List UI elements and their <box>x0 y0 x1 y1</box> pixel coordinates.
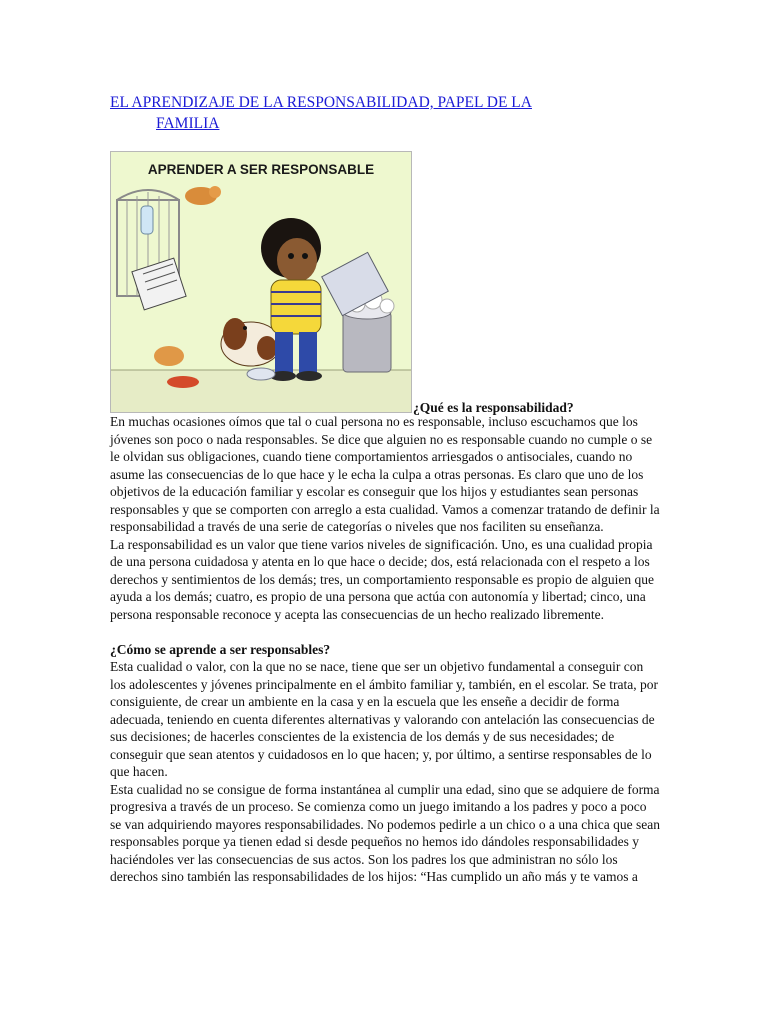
section-2-paragraph: Esta cualidad o valor, con la que no se nace, tiene que ser un objetivo fundamental a conseguir con los adolescentes y jóvenes principalmente en el ámbito familiar y, también, en el escolar. Se trata, por consiguiente, de crear un ambiente en la casa y en la escuela que les enseñe a decidir de forma adecuada, teniendo en cuenta diferentes alternativas y valorando con antelación las consecuencias de sus decisiones; de hacerles conscientes de la existencia de los demás y de sus necesidades; de conseguir que sean atentos y cuidadosos en lo que hacen; y, por último, a sentirse responsables de lo que hacen. <box>110 659 658 779</box>
section-1-heading: ¿Qué es la responsabilidad? <box>413 400 574 415</box>
child-with-pets-illustration <box>110 151 412 413</box>
document-title <box>110 92 660 134</box>
illustration-banner-text: APRENDER A SER RESPONSABLE <box>147 162 375 177</box>
title-link[interactable] <box>110 94 660 134</box>
figure-row <box>110 151 660 413</box>
spacer <box>110 623 660 641</box>
section-1-body <box>110 413 660 623</box>
section-1-paragraph: La responsabilidad es un valor que tiene varios niveles de significación. Uno, es una cualidad propia de una persona cuidadosa y atenta en lo que hace o decide; dos, está relacionada con el respeto a los derechos y sentimientos de los demás; tres, un comportamiento responsable es propio de alguien que ayuda a los demás; cuatro, es propio de una persona que actúa con autonomía y libertad; cinco, una persona responsable reconoce y acepta las consecuencias de un hecho realizado libremente. <box>110 536 654 622</box>
section-2-paragraph: Esta cualidad no se consigue de forma instantánea al cumplir una edad, sino que se adquiere de forma progresiva a través de un proceso. Se comienza como un juego imitando a los padres y poco a poco se van adquiriendo mayores responsabilidades. No podemos pedirle a un chico o a una chica que sean responsables porque ya tienen edad si desde pequeños no hemos ido dándoles responsabilidades y haciéndoles ver las consecuencias de sus actos. Son los padres los que administran no sólo los derechos sino también las responsabilidades de los hijos: “Has cumplido un año más y te vamos a <box>110 781 660 884</box>
document-page <box>110 92 660 886</box>
section-1-paragraph: En muchas ocasiones oímos que tal o cual persona no es responsable, incluso escuchamos que los jóvenes son poco o nada responsables. Se dice que alguien no es responsable cuando no cumple o se le olvidan sus obligaciones, cuando tiene comportamientos arriesgados o antisociales, cuando no asume las consecuencias de lo que hace y le echa la culpa a otras personas. Es claro que uno de los objetivos de la educación familiar y escolar es conseguir que los hijos y estudiantes sean personas responsables y que se comporten con arreglo a esta cualidad. Vamos a comenzar tratando de definir la responsabilidad a través de una serie de categorías o niveles que nos faciliten su enseñanza. <box>110 414 660 534</box>
title-line-2: FAMILIA <box>156 115 220 132</box>
title-line-1: EL APRENDIZAJE DE LA RESPONSABILIDAD, PAPEL DE LA <box>110 94 532 111</box>
section-2-body <box>110 658 660 886</box>
section-2-heading: ¿Cómo se aprende a ser responsables? <box>110 641 331 657</box>
